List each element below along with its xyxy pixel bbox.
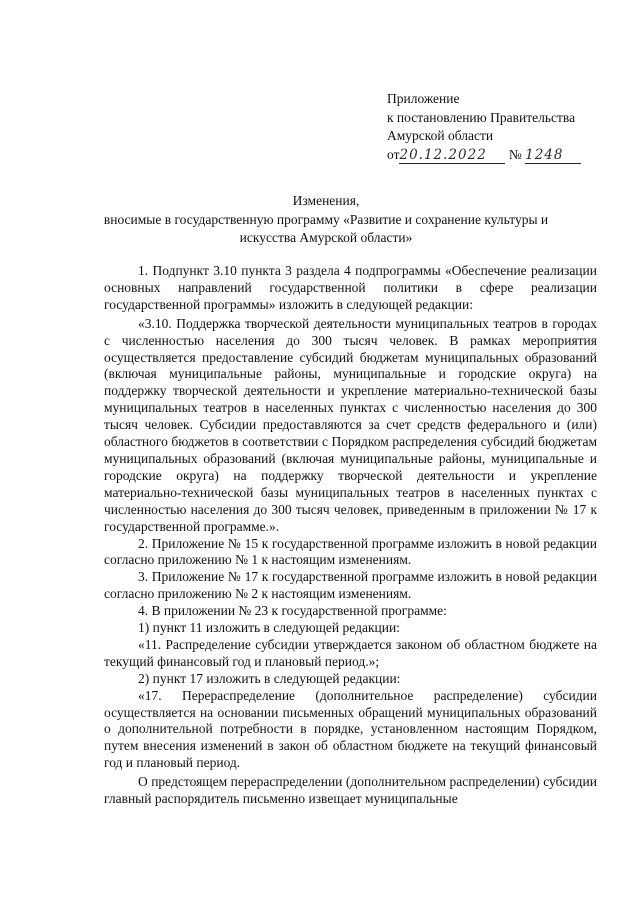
number-prefix: № [508,146,522,162]
title-line-2: вносимые в государственную программу «Развитие и сохранение культуры и [103,211,549,227]
paragraph-item-1: 1. Подпункт 3.10 пункта 3 раздела 4 подпрограммы «Обеспечение реализации основных направлений государственной политики в сфере реализации государственной программы» изложить в следующей редакции: [104,263,597,312]
paragraph-point-17: «17. Перераспределение (дополнительное распределение) субсидии осуществляется на основании письменных обращений муниципальных образований о дополнительной потребности в порядке, установленном настоящим Порядком, путем внесения изменений в закон об областном бюджете на текущий финансовый год и плановый период. [104,687,597,771]
handwritten-date: 20.12.2022 [399,148,505,164]
paragraph-redistribution-notice: О предстоящем перераспределении (дополнительном распределении) субсидии главный распорядитель письменно извещает муниципальные [104,774,597,807]
appendix-label: Приложение [387,91,460,106]
title-line-1: Изменения, [292,193,360,208]
paragraph-item-4-2: 2) пункт 17 изложить в следующей редакции: [138,670,401,686]
paragraph-item-4-1: 1) пункт 11 изложить в следующей редакции: [138,620,400,636]
paragraph-item-4: 4. В приложении № 23 к государственной программе: [138,603,447,619]
paragraph-item-3: 3. Приложение № 17 к государственной программе изложить в новой редакции согласно приложению № 2 к настоящим изменениям. [104,569,597,602]
paragraph-subitem-3-10: «3.10. Поддержка творческой деятельности муниципальных театров в городах с численностью населения до 300 тысяч человек. В рамках мероприятия осуществляется предоставление субсидий бюджетам муниципальных образований (включая муниципальные районы, муниципальные и городские округа) на поддержку творческой деятельности и укрепление материально-технической базы муниципальных театров в населенных пунктах с численностью населения до 300 тысяч человек. Субсидии предоставляются за счет средств федерального и (или) областного бюджетов в соответствии с Порядком распределения субсидий бюджетам муниципальных образований (включая муниципальные районы, муниципальные и городские округа) на поддержку творческой деятельности и укрепление материально-технической базы муниципальных театров в населенных пунктах с численностью населения до 300 тысяч человек, приведенным в приложении № 17 к государственной программе.». [104,315,597,534]
title-line-3: искусства Амурской области» [239,230,413,245]
document-body [104,263,597,808]
date-number-line [387,146,607,165]
document-title [96,192,556,248]
paragraph-item-2: 2. Приложение № 15 к государственной программе изложить в новой редакции согласно приложению № 1 к настоящим изменениям. [104,535,597,568]
resolution-reference: к постановлению Правительства [387,109,576,125]
handwritten-number: 1248 [525,148,581,164]
paragraph-point-11: «11. Распределение субсидии утверждается законом об областном бюджете на текущий финансовый год и плановый период.»; [104,636,597,669]
date-prefix: от [387,146,400,162]
appendix-header [387,90,607,164]
region-name: Амурской области [387,128,494,143]
